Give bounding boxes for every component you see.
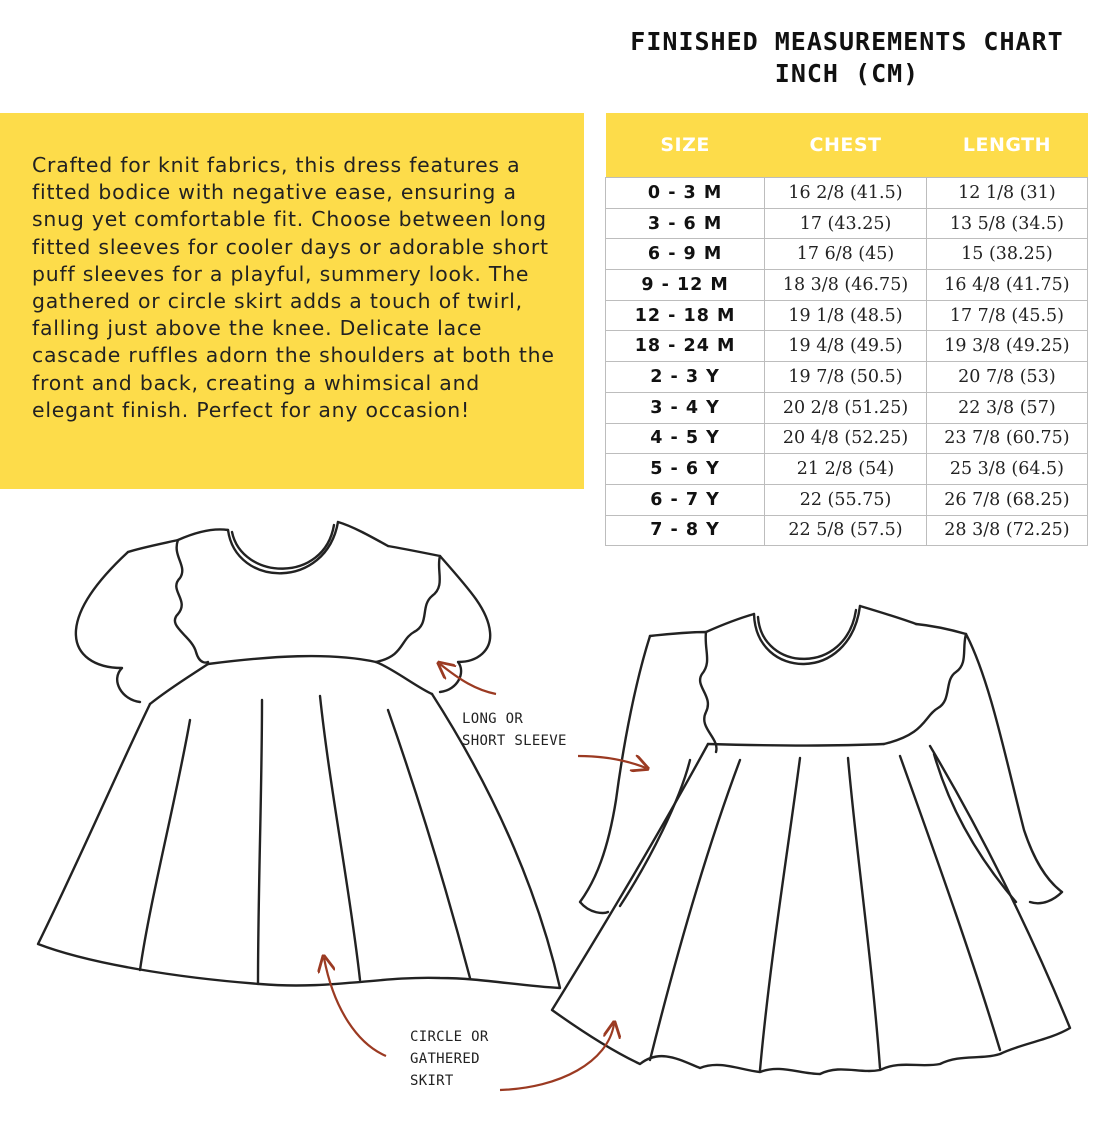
size-cell: 0 - 3 M bbox=[606, 178, 765, 209]
length-cell: 13 5/8 (34.5) bbox=[926, 208, 1087, 239]
skirt-annotation bbox=[410, 1026, 489, 1092]
waistline bbox=[708, 744, 884, 746]
neckline bbox=[228, 522, 338, 573]
neckline bbox=[754, 606, 860, 664]
neckline-inner bbox=[232, 525, 334, 569]
table-row bbox=[606, 423, 1088, 454]
size-cell: 9 - 12 M bbox=[606, 270, 765, 301]
table-row bbox=[606, 362, 1088, 393]
right-sleeve-inner bbox=[934, 754, 1016, 902]
header-size: SIZE bbox=[606, 113, 765, 178]
header-chest: CHEST bbox=[765, 113, 927, 178]
bodice-outline bbox=[178, 522, 388, 546]
length-cell: 20 7/8 (53) bbox=[926, 362, 1087, 393]
chest-cell: 22 5/8 (57.5) bbox=[765, 515, 927, 546]
measurements-table bbox=[605, 113, 1088, 546]
size-cell: 3 - 6 M bbox=[606, 208, 765, 239]
table-row bbox=[606, 239, 1088, 270]
table-body bbox=[606, 178, 1088, 546]
sleeve-arrow-right bbox=[578, 756, 646, 768]
table-row bbox=[606, 178, 1088, 209]
skirt-arrow-left bbox=[324, 958, 386, 1056]
table-row bbox=[606, 300, 1088, 331]
right-ruffle bbox=[376, 546, 440, 662]
length-cell: 12 1/8 (31) bbox=[926, 178, 1087, 209]
left-sleeve-inner bbox=[620, 760, 690, 906]
sleeve-arrow-up bbox=[440, 664, 496, 694]
skirt-outline bbox=[552, 744, 1070, 1074]
long-sleeve-dress-sketch bbox=[552, 606, 1070, 1074]
length-cell: 28 3/8 (72.25) bbox=[926, 515, 1087, 546]
left-puff-sleeve bbox=[76, 552, 140, 702]
neckline-inner bbox=[758, 610, 856, 659]
chest-cell: 19 4/8 (49.5) bbox=[765, 331, 927, 362]
skirt-arrow-right bbox=[500, 1024, 614, 1090]
skirt-folds bbox=[650, 756, 1000, 1070]
size-cell: 6 - 9 M bbox=[606, 239, 765, 270]
skirt-annotation-line1: CIRCLE OR bbox=[410, 1029, 489, 1045]
sleeve-annotation-line1: LONG OR bbox=[462, 711, 524, 727]
right-puff-sleeve bbox=[440, 556, 490, 692]
short-sleeve-dress-sketch bbox=[38, 522, 560, 988]
chest-cell: 19 1/8 (48.5) bbox=[765, 300, 927, 331]
left-ruffle bbox=[650, 632, 716, 752]
size-cell: 5 - 6 Y bbox=[606, 454, 765, 485]
length-cell: 22 3/8 (57) bbox=[926, 392, 1087, 423]
size-cell: 7 - 8 Y bbox=[606, 515, 765, 546]
left-long-sleeve bbox=[580, 636, 650, 913]
skirt-annotation-line3: SKIRT bbox=[410, 1073, 454, 1089]
length-cell: 23 7/8 (60.75) bbox=[926, 423, 1087, 454]
length-cell: 19 3/8 (49.25) bbox=[926, 331, 1087, 362]
chest-cell: 17 6/8 (45) bbox=[765, 239, 927, 270]
table-row bbox=[606, 392, 1088, 423]
table-row bbox=[606, 270, 1088, 301]
sleeve-annotation-line2: SHORT SLEEVE bbox=[462, 733, 567, 749]
left-ruffle bbox=[128, 540, 208, 663]
size-cell: 3 - 4 Y bbox=[606, 392, 765, 423]
table-row bbox=[606, 454, 1088, 485]
header-length: LENGTH bbox=[926, 113, 1087, 178]
bodice-top bbox=[706, 606, 916, 632]
right-long-sleeve bbox=[966, 634, 1062, 903]
chart-title-line1: FINISHED MEASUREMENTS CHART bbox=[630, 27, 1064, 56]
size-cell: 18 - 24 M bbox=[606, 331, 765, 362]
chest-cell: 17 (43.25) bbox=[765, 208, 927, 239]
table-header-row bbox=[606, 113, 1088, 178]
chest-cell: 20 4/8 (52.25) bbox=[765, 423, 927, 454]
chest-cell: 16 2/8 (41.5) bbox=[765, 178, 927, 209]
chart-title-line2: INCH (CM) bbox=[774, 59, 920, 88]
chest-cell: 18 3/8 (46.75) bbox=[765, 270, 927, 301]
right-ruffle bbox=[884, 624, 966, 744]
chest-cell: 22 (55.75) bbox=[765, 484, 927, 515]
length-cell: 17 7/8 (45.5) bbox=[926, 300, 1087, 331]
sleeve-annotation bbox=[462, 708, 567, 752]
size-cell: 4 - 5 Y bbox=[606, 423, 765, 454]
table-row bbox=[606, 208, 1088, 239]
description-text: Crafted for knit fabrics, this dress features a fitted bodice with negative ease, ensuring a snug yet comfortable fit. Choose between long fitted sleeves for cooler days or adorable short puff sleeves for a playful, summery look. The gathered or circle skirt adds a touch of twirl, falling just above the knee. Delicate lace cascade ruffles adorn the shoulders at both the front and back, creating a whimsical and elegant finish. Perfect for any occasion! bbox=[32, 153, 555, 422]
size-cell: 6 - 7 Y bbox=[606, 484, 765, 515]
skirt-annotation-line2: GATHERED bbox=[410, 1051, 480, 1067]
size-cell: 2 - 3 Y bbox=[606, 362, 765, 393]
chest-cell: 21 2/8 (54) bbox=[765, 454, 927, 485]
length-cell: 16 4/8 (41.75) bbox=[926, 270, 1087, 301]
length-cell: 15 (38.25) bbox=[926, 239, 1087, 270]
chest-cell: 19 7/8 (50.5) bbox=[765, 362, 927, 393]
table-row bbox=[606, 515, 1088, 546]
table-row bbox=[606, 484, 1088, 515]
chart-title bbox=[605, 26, 1089, 90]
waistband bbox=[150, 662, 432, 704]
table-row bbox=[606, 331, 1088, 362]
length-cell: 26 7/8 (68.25) bbox=[926, 484, 1087, 515]
skirt-folds bbox=[140, 696, 470, 984]
size-cell: 12 - 18 M bbox=[606, 300, 765, 331]
length-cell: 25 3/8 (64.5) bbox=[926, 454, 1087, 485]
waistline bbox=[208, 656, 376, 664]
chest-cell: 20 2/8 (51.25) bbox=[765, 392, 927, 423]
